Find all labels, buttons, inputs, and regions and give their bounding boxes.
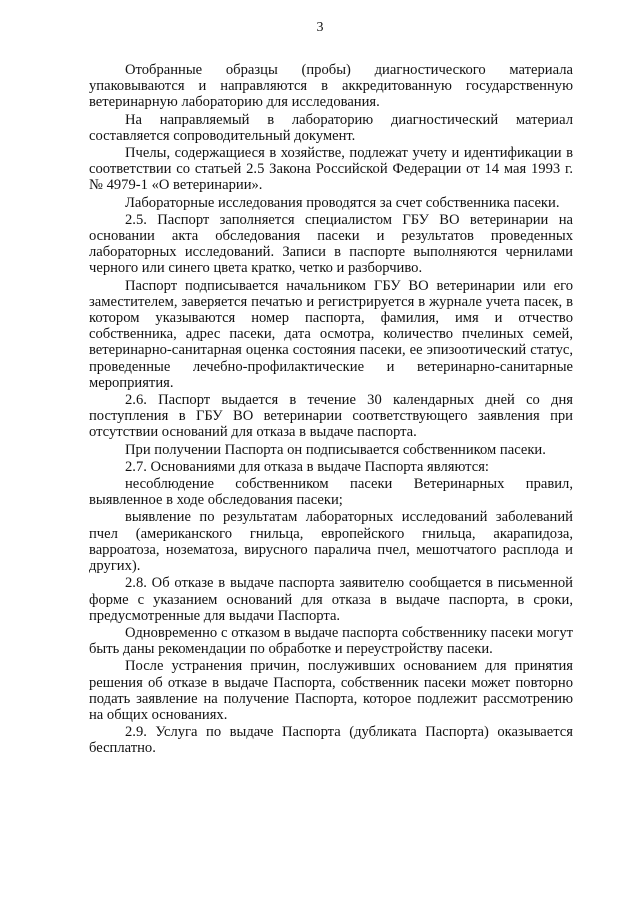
paragraph-2-6: 2.6. Паспорт выдается в течение 30 календарных дней со дня поступления в ГБУ ВО ветеринарии соответствующего заявления при отсутствии оснований для отказа в выдаче паспорта. xyxy=(89,392,573,441)
page-number: 3 xyxy=(316,20,324,35)
paragraph-lab-costs: Лабораторные исследования проводятся за счет собственника пасеки. xyxy=(125,194,560,211)
paragraph-2-7: 2.7. Основаниями для отказа в выдаче Паспорта являются: xyxy=(125,458,489,475)
paragraph-samples-packaging: Отобранные образцы (пробы) диагностического материала упаковываются и направляются в аккредитованную государственную ветеринарную лабораторию для исследования. xyxy=(89,62,573,111)
paragraph-refusal-reason-1: несоблюдение собственником пасеки Ветеринарных правил, выявленное в ходе обследования пасеки; xyxy=(89,476,573,509)
paragraph-2-5: 2.5. Паспорт заполняется специалистом ГБУ ВО ветеринарии на основании акта обследования пасеки и результатов проведенных лабораторных исследований. Записи в паспорте выполняются чернилами черного или синего цвета кратко, четко и разборчиво. xyxy=(89,211,573,277)
paragraph-reapplication: После устранения причин, послуживших основанием для принятия решения об отказе в выдаче Паспорта, собственник пасеки может повторно подать заявление на получение Паспорта, которое подлежит рассмотрению на общих основаниях. xyxy=(89,658,573,723)
paragraph-accompanying-document: На направляемый в лабораторию диагностический материал составляется сопроводительный документ. xyxy=(89,111,573,144)
paragraph-passport-signing: Паспорт подписывается начальником ГБУ ВО ветеринарии или его заместителем, заверяется печатью и регистрируется в журнале учета пасек, в котором указываются номер паспорта, фамилия, имя и отчество собственника, адрес пасеки, дата осмотра, количество пчелиных семей, ветеринарно-санитарная оценка состояния пасеки, ее эпизоотический статус, проведенные лечебно-профилактические и ветеринарно-санитарные мероприятия. xyxy=(89,277,573,391)
paragraph-2-8: 2.8. Об отказе в выдаче паспорта заявителю сообщается в письменной форме с указанием оснований для отказа в выдаче паспорта, в сроки, предусмотренные для выдачи Паспорта. xyxy=(89,575,573,624)
paragraph-bee-registration: Пчелы, содержащиеся в хозяйстве, подлежат учету и идентификации в соответствии со статьей 2.5 Закона Российской Федерации от 14 мая 1993 г. № 4979-1 «О ветеринарии». xyxy=(89,145,573,194)
paragraph-2-9: 2.9. Услуга по выдаче Паспорта (дубликата Паспорта) оказывается бесплатно. xyxy=(89,724,573,757)
paragraph-passport-receipt: При получении Паспорта он подписывается собственником пасеки. xyxy=(125,441,546,458)
paragraph-recommendations: Одновременно с отказом в выдаче паспорта собственнику пасеки могут быть даны рекомендации по обработке и переустройству пасеки. xyxy=(89,624,573,658)
paragraph-refusal-reason-2: выявление по результатам лабораторных исследований заболеваний пчел (американского гнильца, европейского гнильца, акарапидоза, варроатоза, нозематоза, вирусного паралича пчел, мешотчатого расплода и других). xyxy=(89,509,573,575)
document-body xyxy=(89,62,573,758)
